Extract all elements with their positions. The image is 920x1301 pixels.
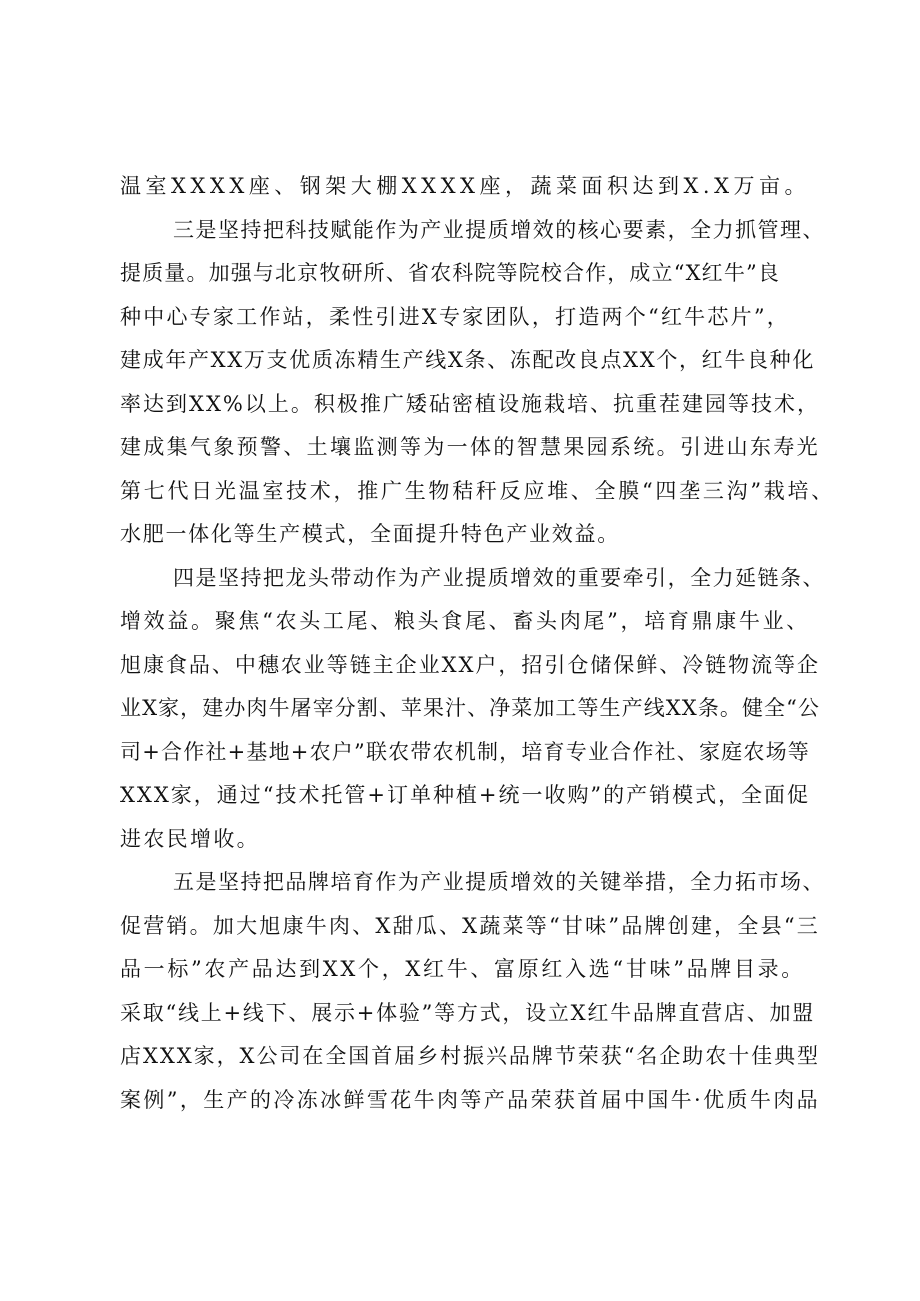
text-line: 建成集气象预警、土壤监测等为一体的智慧果园系统。引进山东寿光 [120,435,820,459]
text-line: 四是坚持把龙头带动作为产业提质增效的重要牵引，全力延链条、 [173,566,825,590]
text-line: 水肥一体化等生产模式，全面提升特色产业效益。 [120,522,620,546]
text-line: 种中心专家工作站，柔性引进X专家团队，打造两个“红牛芯片”， [120,305,790,329]
text-line: 增效益。聚焦“农头工尾、粮头食尾、畜头肉尾”，培育鼎康牛业、 [120,609,810,633]
text-line: 品一标”农产品达到XX个，X红牛、富原红入选“甘味”品牌目录。 [120,957,805,981]
text-line: 采取“线上+线下、展示+体验”等方式，设立X红牛品牌直营店、加盟 [120,1001,815,1025]
text-line: 案例”，生产的冷冻冰鲜雪花牛肉等产品荣获首届中国牛·优质牛肉品 [120,1088,820,1112]
text-line: XXX家，通过“技术托管+订单种植+统一收购”的产销模式，全面促 [120,783,810,807]
text-line: 建成年产XX万支优质冻精生产线X条、冻配改良点XX个，红牛良种化 [120,348,815,372]
text-line: 促营销。加大旭康牛肉、X甜瓜、X蔬菜等“甘味”品牌创建，全县“三 [120,914,820,938]
text-line: 第七代日光温室技术，推广生物秸秆反应堆、全膜“四垄三沟”栽培、 [120,479,835,503]
text-line: 提质量。加强与北京牧研所、省农科院等院校合作，成立“X红牛”良 [120,261,780,285]
text-line: 率达到XX%以上。积极推广矮砧密植设施栽培、抗重茬建园等技术， [120,392,820,416]
text-line: 三是坚持把科技赋能作为产业提质增效的核心要素，全力抓管理、 [173,218,825,242]
text-line: 旭康食品、中穗农业等链主企业XX户，招引仓储保鲜、冷链物流等企 [120,653,820,677]
text-line: 司+合作社+基地+农户”联农带农机制，培育专业合作社、家庭农场等 [120,740,810,764]
text-line: 五是坚持把品牌培育作为产业提质增效的关键举措，全力拓市场、 [173,870,825,894]
text-line: 店XXX家，X公司在全国首届乡村振兴品牌节荣获“名企助农十佳典型 [120,1044,820,1068]
text-line: 温室XXXX座、钢架大棚XXXX座，蔬菜面积达到X.X万亩。 [120,174,810,198]
text-line: 业X家，建办肉牛屠宰分割、苹果汁、净菜加工等生产线XX条。健全“公 [120,696,820,720]
text-line: 进农民增收。 [120,827,260,851]
